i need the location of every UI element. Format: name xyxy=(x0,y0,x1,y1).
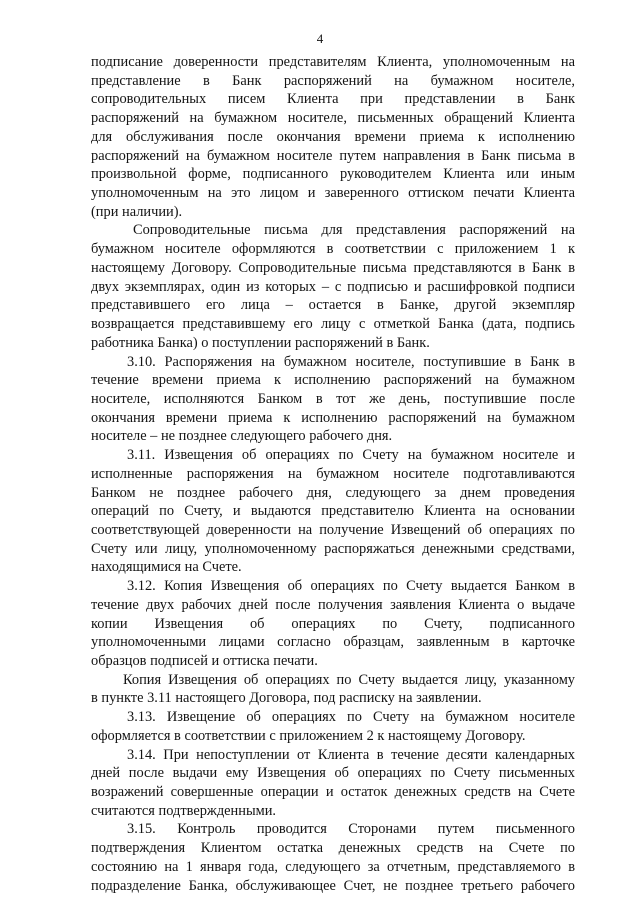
text-line: копии Извещения об операциях по Счету, подписанного xyxy=(91,615,575,632)
text-line: 3.10. Распоряжения на бумажном носителе, поступившие в Банк в xyxy=(127,353,575,370)
text-line: подразделение Банка, обслуживающее Счет, не позднее третьего рабочего xyxy=(91,877,575,894)
text-line: уполномоченным на это лицом и заверенного оттиском печати Клиента xyxy=(91,185,575,202)
text-line: распоряжений на бумажном носителе, письменных обращений Клиента xyxy=(91,110,575,127)
text-line: бумажном носителе оформляются в соответствии с приложением 1 к xyxy=(91,241,575,258)
text-line: Копия Извещения об операциях по Счету выдается лицу, указанному xyxy=(123,671,575,688)
text-line: течение двух рабочих дней после получения заявления Клиента о выдаче xyxy=(91,596,575,613)
text-line: оформляется в соответствии с приложением 2 к настоящему Договору. xyxy=(91,727,526,744)
text-line: подписание доверенности представителям Клиента, уполномоченным на xyxy=(91,54,575,70)
text-line: (при наличии). xyxy=(91,203,183,220)
text-line: произвольной форме, подписанного руководителем Клиента или иным xyxy=(91,166,575,183)
text-line: в пункте 3.11 настоящего Договора, под расписку на заявлении. xyxy=(91,690,482,707)
text-line: находящимися на Счете. xyxy=(91,559,242,576)
text-line: 3.15. Контроль проводится Сторонами путем письменного xyxy=(127,821,575,838)
text-line: течение времени приема к исполнению распоряжений на бумажном xyxy=(91,372,575,389)
text-line: исполненные распоряжения на бумажном носителе подготавливаются xyxy=(91,465,575,482)
text-line: работника Банка) о поступлении распоряжений в Банк. xyxy=(91,334,430,351)
text-line: распоряжений на бумажном носителе путем направления в Банк письма в xyxy=(91,147,575,164)
text-line: состоянию на 1 января года, следующего за отчетным, представляемого в xyxy=(91,858,575,875)
text-line: сопроводительных писем Клиента при представлении в Банк xyxy=(91,91,575,108)
text-line: настоящему Договору. Сопроводительные письма представляются в Банк в xyxy=(91,259,575,276)
document-body xyxy=(91,53,575,895)
text-line: возвращается представившему его лицу с отметкой Банка (дата, подпись xyxy=(91,316,575,333)
text-line: соответствующей доверенности на получение Извещений об операциях по xyxy=(91,521,575,538)
text-line: 3.12. Копия Извещения об операциях по Счету выдается Банком в xyxy=(127,578,575,595)
text-line: образцов подписей и оттиска печати. xyxy=(91,653,318,669)
text-line: 3.11. Извещения об операциях по Счету на бумажном носителе и xyxy=(127,447,575,464)
text-line: представившего его лица – остается в Банке, другой экземпляр xyxy=(91,297,575,314)
text-line: Счету или лицу, уполномоченному распоряжаться денежными средствами, xyxy=(91,540,575,557)
text-line: операций по Счету, и выдаются представителю Клиента на основании xyxy=(91,503,575,520)
text-line: окончания времени приема к исполнению распоряжений на бумажном xyxy=(91,409,575,426)
text-line: подтверждения Клиентом остатка денежных средств на Счете по xyxy=(91,840,575,857)
text-line: 3.13. Извещение об операциях по Счету на бумажном носителе xyxy=(127,709,575,726)
text-line: Банком не позднее рабочего дня, следующего за днем проведения xyxy=(91,484,575,501)
text-line: представление в Банк распоряжений на бумажном носителе, xyxy=(91,72,575,89)
text-line: носителе, исполняются Банком в тот же день, поступившие после xyxy=(91,390,575,407)
text-line: уполномоченными лицами согласно образцам, заявленным в карточке xyxy=(91,634,575,651)
text-line: Сопроводительные письма для представления распоряжений на xyxy=(133,222,575,239)
text-line: считаются подтвержденными. xyxy=(91,802,277,819)
text-line: двух экземплярах, один из которых – с подписью и расшифровкой подписи xyxy=(91,278,575,295)
text-line: для обслуживания после окончания времени приема к исполнению xyxy=(91,128,575,145)
page-number: 4 xyxy=(316,31,324,46)
text-line: 3.14. При непоступлении от Клиента в течение десяти календарных xyxy=(127,746,575,763)
text-line: возражений совершенные операции и остаток денежных средств на Счете xyxy=(91,784,575,801)
text-line: носителе – не позднее следующего рабочего дня. xyxy=(91,428,393,445)
text-line: дней после выдачи ему Извещения об операциях по Счету письменных xyxy=(91,765,575,782)
